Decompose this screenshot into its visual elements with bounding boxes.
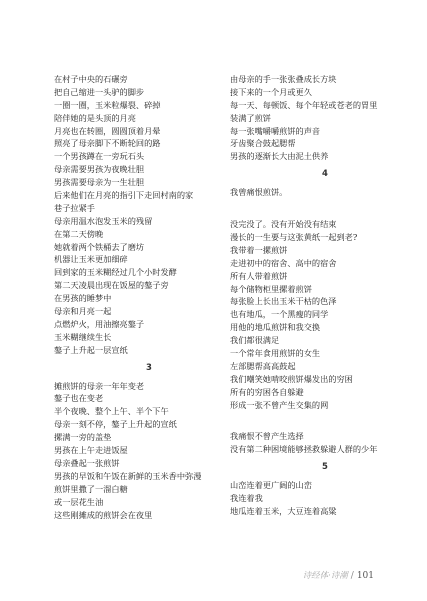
poem-line: 形成一张不曾产生交集的网 (230, 399, 329, 410)
poem-line: 用他的地瓜煎饼和我交换 (230, 322, 321, 333)
poem-line: 回到家的玉米糊经过几个小时发酵 (54, 267, 177, 278)
poem-line: 母亲一刻不停，鏊子上升起的宣纸 (54, 419, 177, 430)
poem-line: 走进初中的宿舍、高中的宿舍 (230, 257, 337, 268)
book-title: 诗经体·诗潮 (302, 571, 348, 581)
right-column (230, 73, 420, 518)
poem-line: 这些刚摊成的煎饼会在夜里 (54, 509, 153, 520)
poem-stanza (230, 218, 420, 411)
poem-line: 牙齿聚合鼓起腮帮 (230, 138, 296, 149)
poem-line: 摞满一旁的盖垫 (54, 432, 112, 443)
poem-stanza (230, 430, 420, 456)
poem-line: 在村子中央的石碾旁 (54, 74, 128, 84)
poem-line: 一圈一圈，玉米粒爆裂、碎掉 (54, 99, 161, 110)
poem-line: 半个夜晚、整个上午、半个下午 (54, 406, 169, 417)
poem-line: 或一层花生油 (54, 496, 104, 507)
poem-line: 母亲需要男孩为夜晚壮胆 (54, 164, 145, 175)
left-column (54, 73, 244, 521)
poem-line: 每张脸上长出玉米干枯的色泽 (230, 296, 337, 307)
poem-line: 我连着我 (230, 493, 263, 504)
poem-line: 第二天凌晨出现在饭屋的鏊子旁 (54, 280, 169, 291)
poem-line: 山峦连着更广阔的山峦 (230, 480, 312, 491)
footer-separator: / (350, 571, 354, 581)
poem-line: 男孩的早饭和午饭在新鲜的玉米香中弥漫 (54, 470, 202, 481)
poem-stanza (54, 380, 244, 522)
poem-line: 后来他们在月亮的指引下走回村南的家 (54, 190, 194, 201)
poem-line: 把自己缩进一头驴的脚步 (54, 86, 145, 97)
poem-line: 巷子拉紧手 (54, 202, 95, 213)
poem-line: 装满了煎饼 (230, 112, 271, 123)
poem-line: 点燃炉火，用油擦亮鏊子 (54, 318, 145, 329)
page-footer (0, 569, 374, 581)
poem-line: 没有第二种困境能够拯救躲避人群的少年 (230, 444, 378, 455)
poem-line: 煎饼里撒了一溜白糖 (54, 483, 128, 494)
poem-line: 所有的穷困各自躲避 (230, 386, 304, 397)
poem-line: 男孩的逐渐长大由泥土供养 (230, 151, 329, 162)
poem-stanza (54, 73, 244, 357)
poem-line: 我带着一摞煎饼 (230, 244, 288, 255)
poem-line: 男孩需要母亲为一生壮胆 (54, 177, 145, 188)
poem-line: 每个储物柜里摞着煎饼 (230, 283, 312, 294)
section-number: 3 (146, 362, 152, 373)
poem-line: 我曾痛恨煎饼。 (230, 187, 288, 198)
poem-line: 在男孩的睡梦中 (54, 293, 112, 304)
poem-stanza (230, 73, 420, 163)
poem-line: 地瓜连着玉米，大豆连着高粱 (230, 506, 337, 517)
stanza-gap (230, 199, 420, 218)
section-number: 4 (322, 169, 328, 180)
poem-line: 一个男孩蹲在一旁玩石头 (54, 151, 145, 162)
poem-line: 玉米糊继续生长 (54, 331, 112, 342)
poem-line: 接下来的一个月或更久 (230, 86, 312, 97)
poem-line: 鏊子上升起一层宣纸 (54, 344, 128, 355)
poem-line: 也有地瓜，一个黑瘦的同学 (230, 309, 329, 320)
poem-line: 没完没了。没有开始没有结束 (230, 219, 337, 230)
poem-line: 一个常年食用煎饼的女生 (230, 348, 321, 359)
stanza-gap (230, 411, 420, 430)
poem-line: 月亮也在转圈，圆圆顶着月晕 (54, 125, 161, 136)
poem-stanza (230, 186, 420, 199)
section-number: 5 (322, 462, 328, 473)
poem-line: 我们嘲笑她啃咬煎饼爆发出的穷困 (230, 373, 353, 384)
poem-line: 左部腮帮高高鼓起 (230, 360, 296, 371)
page-number: 101 (356, 571, 374, 581)
poem-stanza (230, 479, 420, 518)
poem-line: 在第二天傍晚 (54, 228, 104, 239)
poem-line: 每一张嘴嚼嚼煎饼的声音 (230, 125, 321, 136)
poem-line: 由母亲的手一张张叠成长方块 (230, 74, 337, 84)
poem-line: 所有人带着煎饼 (230, 270, 288, 281)
poem-line: 母亲用温水泡发玉米的残留 (54, 215, 153, 226)
poem-line: 我们都很满足 (230, 335, 280, 346)
poem-line: 机器让玉米更加细碎 (54, 254, 128, 265)
poem-line: 陪伴她的是头顶的月亮 (54, 112, 136, 123)
poem-line: 我痛恨不曾产生选择 (230, 431, 304, 442)
poem-line: 漫长的一生要与这张黄纸一起到老? (230, 232, 358, 243)
poem-line: 母亲和月亮一起 (54, 306, 112, 317)
poem-line: 她就着两个铁桶去了磨坊 (54, 241, 145, 252)
poem-line: 每一天、每顿饭、每个年轻或苍老的胃里 (230, 99, 378, 110)
poem-line: 照亮了母亲脚下不断轮回的路 (54, 138, 161, 149)
poem-line: 男孩在上午走进饭屋 (54, 445, 128, 456)
poem-line: 母亲叠起一张煎饼 (54, 457, 120, 468)
poem-line: 鏊子也在变老 (54, 393, 104, 404)
poem-line: 摊煎饼的母亲一年年变老 (54, 380, 145, 391)
